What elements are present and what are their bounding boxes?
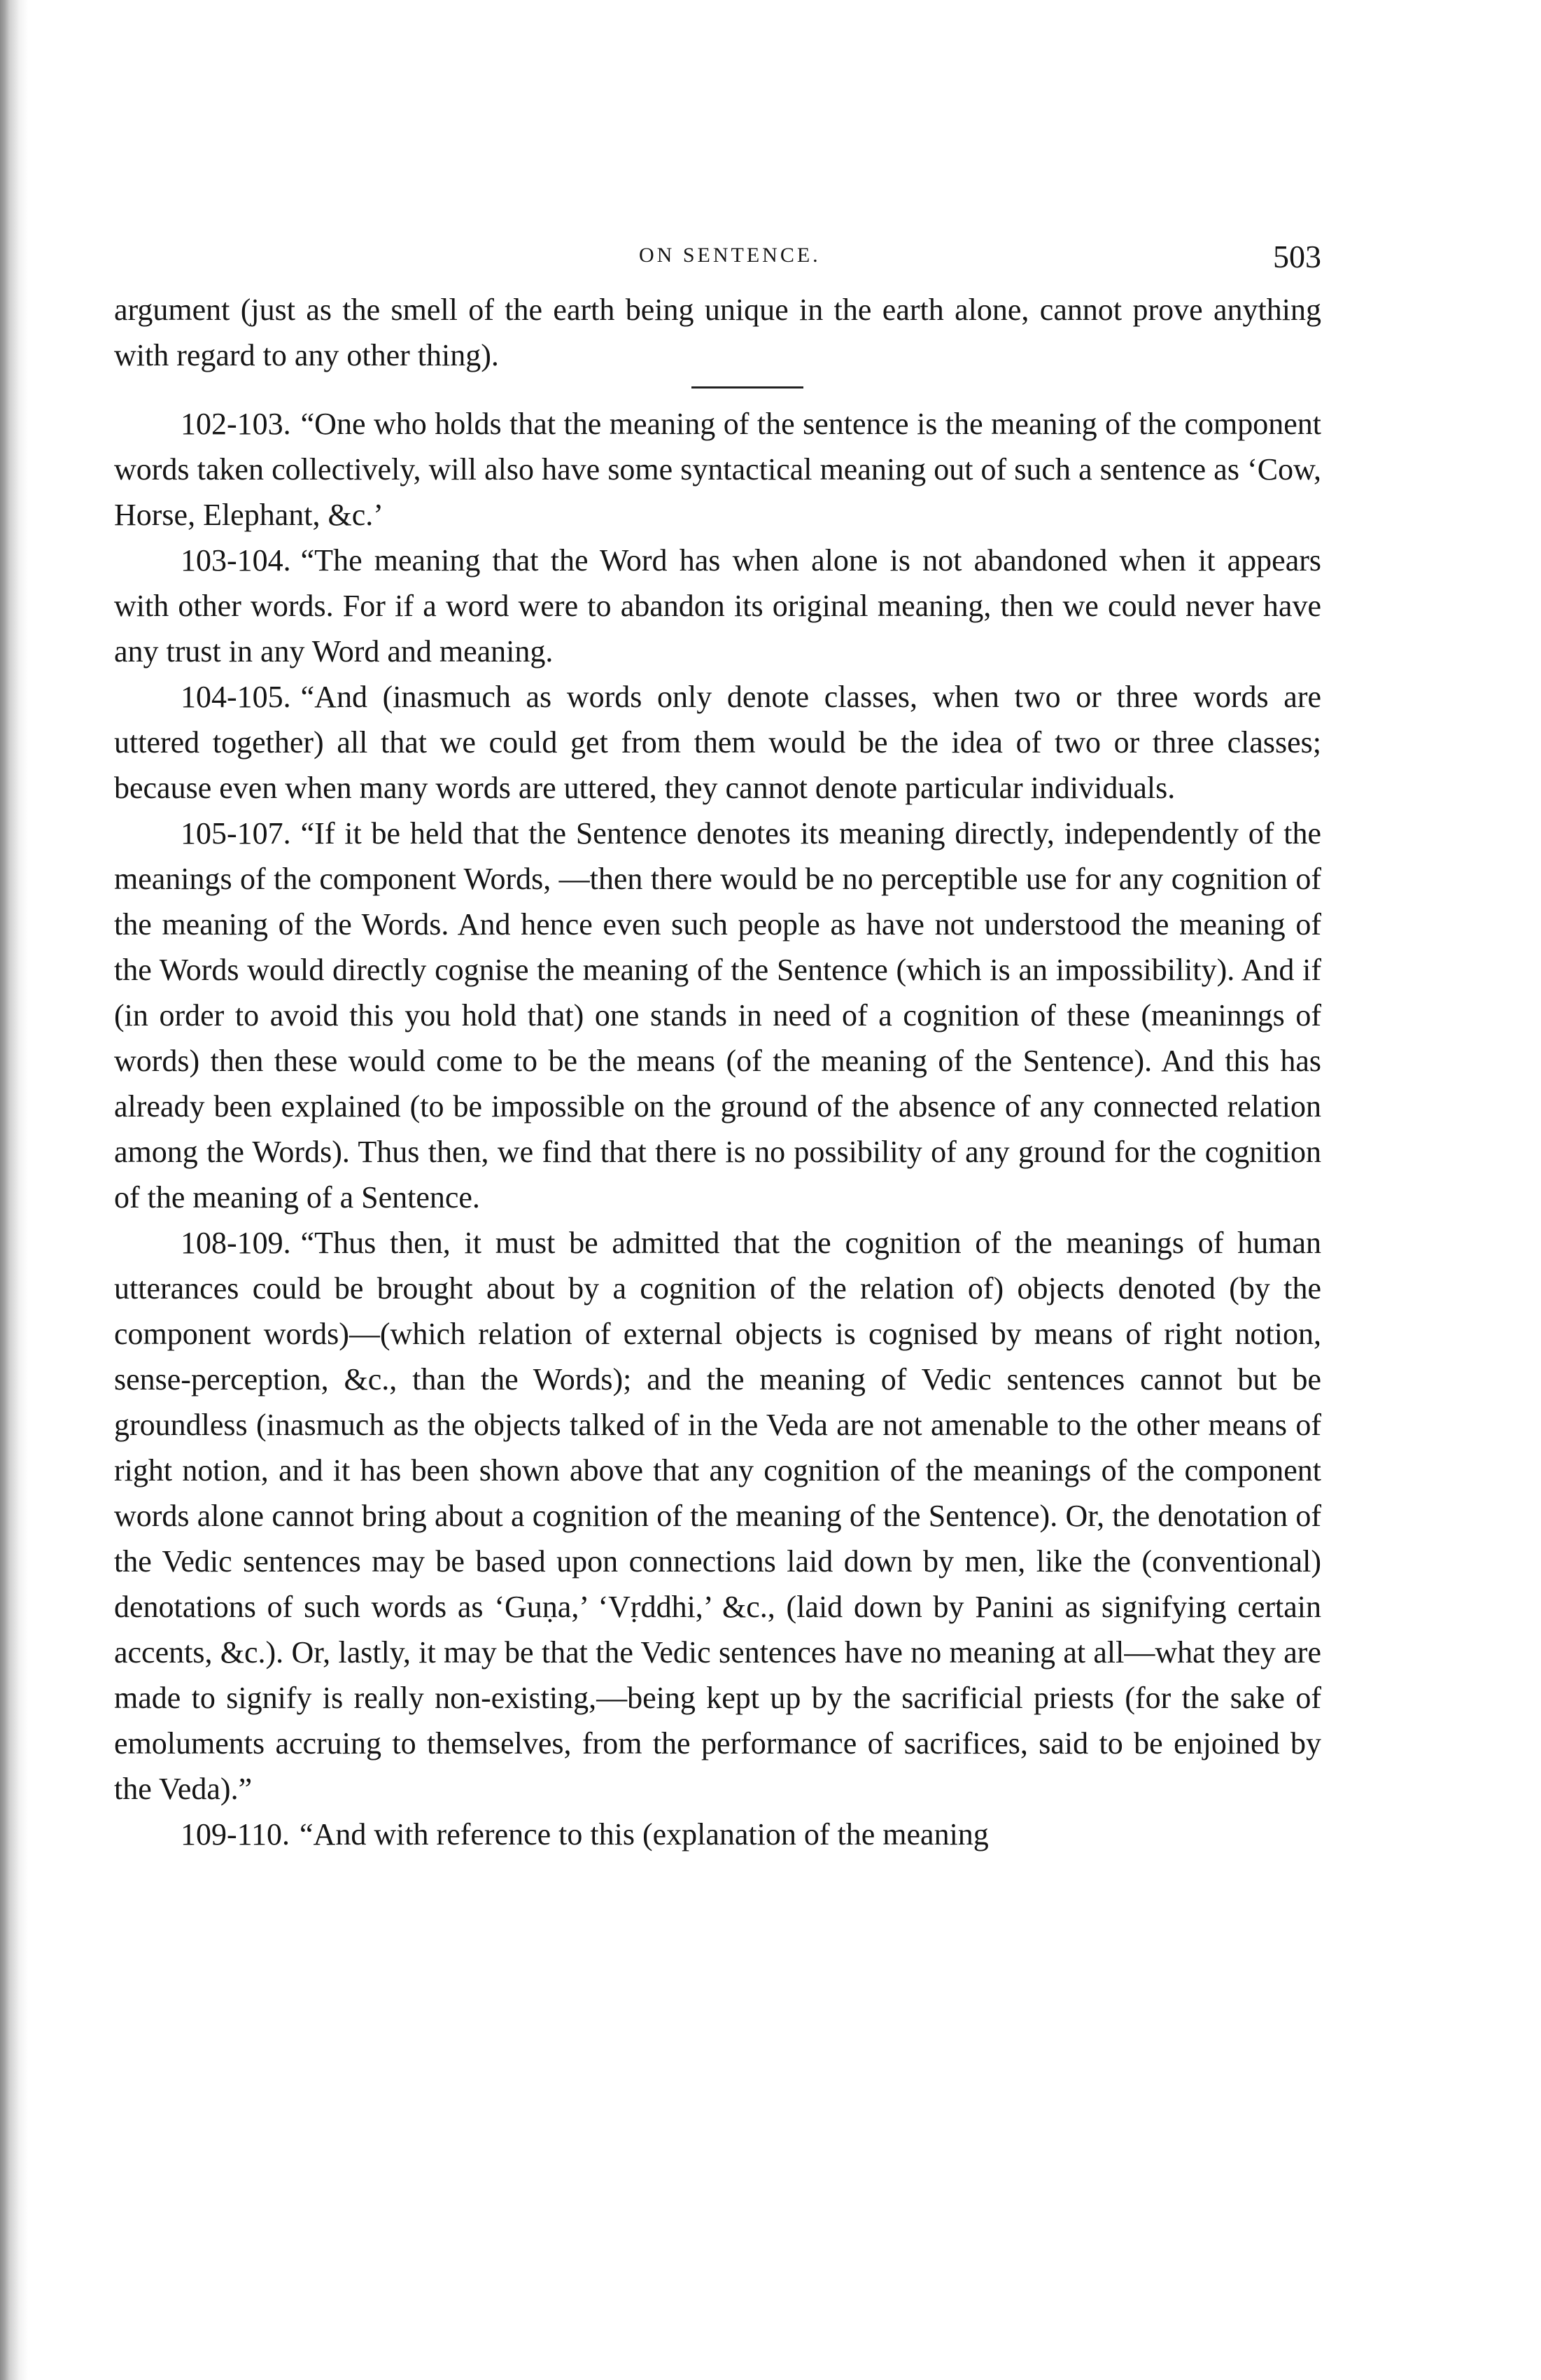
- verse-number: 103-104.: [181, 543, 291, 578]
- paragraph-text: “If it be held that the Sentence denotes its meaning directly, independently of the meanings of the component Words, —then there would be no perceptible use for any cognition of the meaning of the Words. And hence even such people as have not understood the meaning of the Words would directly cognise the meaning of the Sentence (which is an impossibility). And if (in order to avoid this you hold that) one stands in need of a cognition of these (meaninngs of words) then these would come to be the means (of the meaning of the Sentence). And this has already been explained (to be impossible on the ground of the absence of any connected relation among the Words). Thus then, we find that there is no possibility of any ground for the cognition of the meaning of a Sentence.: [114, 816, 1321, 1214]
- paragraph-108-109: [114, 1220, 1321, 1812]
- paragraph-104-105: [114, 674, 1321, 811]
- paragraph-102-103: [114, 401, 1321, 538]
- paragraph-text: “And (inasmuch as words only denote classes, when two or three words are uttered together) all that we could get from them would be the idea of two or three classes; because even when many words are uttered, they cannot denote particular individuals.: [114, 680, 1321, 805]
- page-header: [118, 238, 1321, 280]
- verse-number: 108-109.: [181, 1226, 291, 1260]
- paragraph-103-104: [114, 538, 1321, 674]
- body-text: [114, 287, 1321, 1857]
- running-title: ON SENTENCE.: [639, 244, 821, 267]
- paragraph-text: argument (just as the smell of the earth being unique in the earth alone, cannot prove anything with regard to any other thing).: [114, 293, 1321, 372]
- verse-number: 105-107.: [181, 816, 291, 850]
- paragraph-text: “Thus then, it must be admitted that the cognition of the meanings of human utterances could be brought about by a cognition of the relation of) objects denoted (by the component words)—(which relation of external objects is cognised by means of right notion, sense-perception, &c., than the Words); and the meaning of Vedic sentences cannot but be groundless (inasmuch as the objects talked of in the Veda are not amenable to the other means of right notion, and it has been shown above that any cognition of the meanings of the component words alone cannot bring about a cognition of the meaning of the Sentence). Or, the denotation of the Vedic sentences may be based upon connections laid down by men, like the (conventional) denotations of such words as ‘Guṇa,’ ‘Vṛddhi,’ &c., (laid down by Panini as signifying certain accents, &c.). Or, lastly, it may be that the Vedic sentences have no meaning at all—what they are made to signify is really non-existing,—being kept up by the sacrificial priests (for the sake of emoluments accruing to themselves, from the performance of sacrifices, said to be enjoined by the Veda).”: [114, 1226, 1321, 1806]
- paragraph-continuation: [114, 287, 1321, 378]
- paragraph-109-110: [114, 1812, 1321, 1857]
- binding-edge: [0, 0, 28, 2380]
- page-number: 503: [1273, 239, 1321, 274]
- verse-number: 102-103.: [181, 407, 291, 441]
- verse-number: 109-110.: [181, 1817, 290, 1851]
- paragraph-text: “And with reference to this (explanation of the meaning: [300, 1817, 989, 1851]
- section-rule: [691, 386, 803, 388]
- paragraph-text: “One who holds that the meaning of the sentence is the meaning of the component words taken collectively, will also have some syntactical meaning out of such a sentence as ‘Cow, Horse, Elephant, &c.’: [114, 407, 1321, 532]
- verse-number: 104-105.: [181, 680, 291, 714]
- paragraph-105-107: [114, 811, 1321, 1220]
- paragraph-text: “The meaning that the Word has when alone is not abandoned when it appears with other words. For if a word were to abandon its original meaning, then we could never have any trust in any Word and meaning.: [114, 543, 1321, 668]
